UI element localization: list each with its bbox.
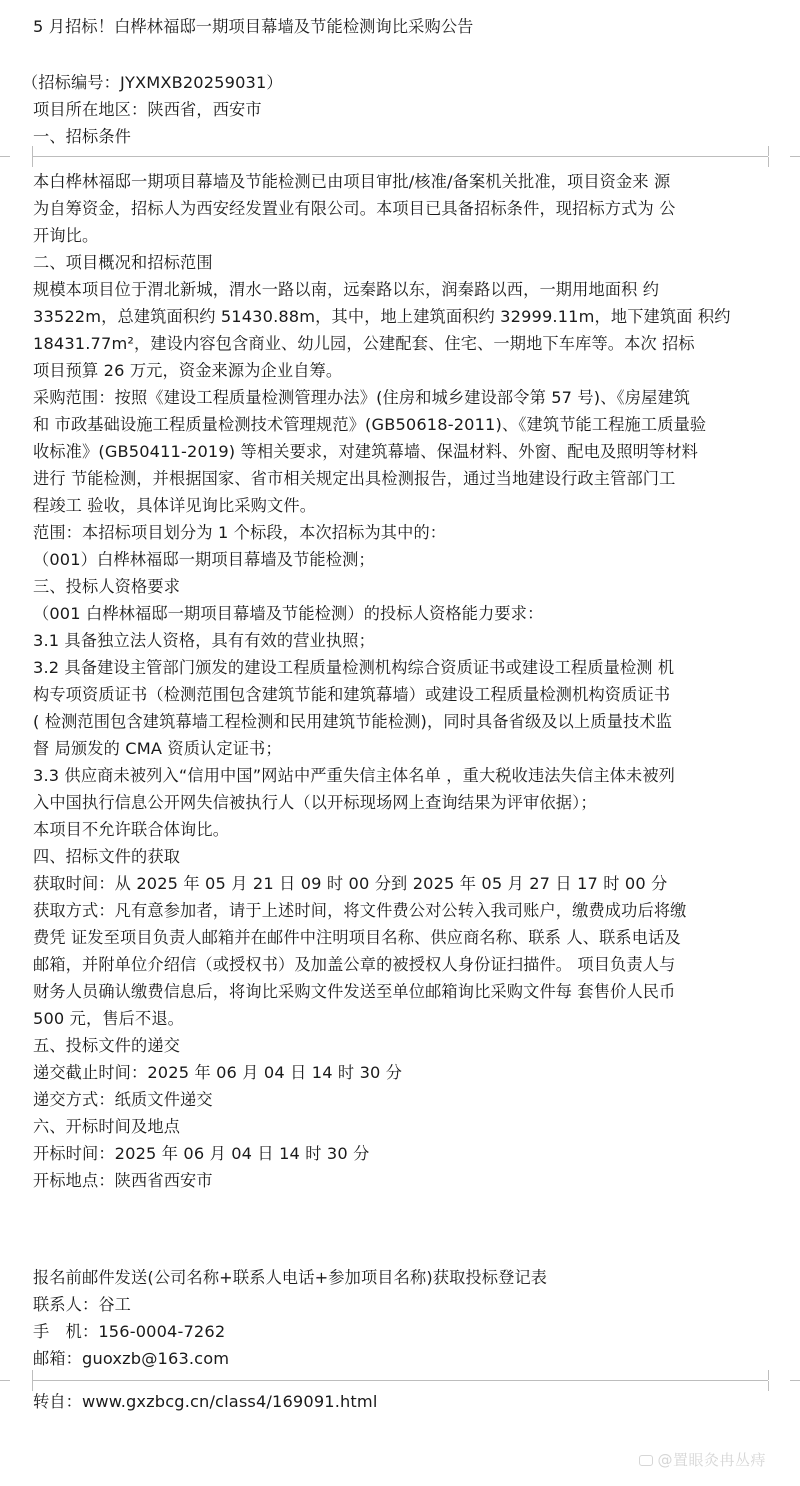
text-line: 收标准》(GB50411-2019) 等相关要求，对建筑幕墙、保温材料、外窗、配电及照明等材料 — [33, 442, 699, 461]
text-line: ( 检测范围包含建筑幕墙工程检测和民用建筑节能检测)，同时具备省级及以上质量技术监 — [33, 712, 673, 731]
text-line: 程竣工 验收，具体详见询比采购文件。 — [33, 496, 317, 515]
tender-number: （招标编号：JYXMXB20259031） — [22, 73, 283, 92]
text-line: 33522m，总建筑面积约 51430.88m，其中，地上建筑面积约 32999.11m，地下建筑面 积约 — [33, 307, 731, 326]
page-corner-mark — [32, 1370, 33, 1380]
page-break-line — [32, 1380, 768, 1381]
text-line: 范围：本招标项目划分为 1 个标段，本次招标为其中的： — [33, 523, 447, 542]
text-line: （001）白桦林福邸一期项目幕墙及节能检测； — [33, 550, 375, 569]
text-line: 邮箱：guoxzb@163.com — [33, 1349, 230, 1368]
page-break-line — [0, 156, 10, 157]
watermark — [639, 1449, 766, 1470]
text-line: 本项目不允许联合体询比。 — [33, 820, 230, 839]
text-line: 3.3 供应商未被列入“信用中国”网站中严重失信主体名单 ，重大税收违法失信主体未被列 — [33, 766, 676, 785]
text-line: 财务人员确认缴费信息后，将询比采购文件发送至单位邮箱询比采购文件每 套售价人民币 — [33, 982, 676, 1001]
page-corner-mark — [768, 1370, 769, 1380]
text-line: 邮箱，并附单位介绍信（或授权书）及加盖公章的被授权人身份证扫描件。 项目负责人与 — [33, 955, 676, 974]
section-heading: 三、投标人资格要求 — [33, 577, 181, 596]
section-heading: 一、招标条件 — [33, 127, 132, 146]
page-break-line — [32, 156, 768, 157]
page-corner-mark — [32, 1381, 33, 1391]
section-heading: 六、开标时间及地点 — [33, 1117, 181, 1136]
text-line: 规模本项目位于渭北新城，渭水一路以南，远秦路以东，润秦路以西，一期用地面积 约 — [33, 280, 660, 299]
page-corner-mark — [32, 157, 33, 167]
text-line: 入中国执行信息公开网失信被执行人（以开标现场网上查询结果为评审依据）； — [33, 793, 597, 812]
text-line: 18431.77m²，建设内容包含商业、幼儿园，公建配套、住宅、一期地下车库等。本次 招标 — [33, 334, 695, 353]
page-corner-mark — [32, 146, 33, 156]
text-line: （001 白桦林福邸一期项目幕墙及节能检测）的投标人资格能力要求： — [33, 604, 544, 623]
text-line: 费凭 证发至项目负责人邮箱并在邮件中注明项目名称、供应商名称、联系 人、联系电话及 — [33, 928, 681, 947]
watermark-text: @置眼灸冉丛痔 — [657, 1451, 766, 1469]
section-heading: 二、项目概况和招标范围 — [33, 253, 213, 272]
text-line: 构专项资质证书（检测范围包含建筑节能和建筑幕墙）或建设工程质量检测机构资质证书 — [33, 685, 671, 704]
page-corner-mark — [768, 146, 769, 156]
text-line: 递交截止时间：2025 年 06 月 04 日 14 时 30 分 — [33, 1063, 403, 1082]
text-line: 开询比。 — [33, 226, 99, 245]
text-line: 联系人：谷工 — [33, 1295, 132, 1314]
text-line: 督 局颁发的 CMA 资质认定证书； — [33, 739, 282, 758]
page-break-line — [790, 156, 800, 157]
text-line: 递交方式：纸质文件递交 — [33, 1090, 213, 1109]
text-line: 项目所在地区：陕西省，西安市 — [33, 100, 262, 119]
text-line: 手 机：156-0004-7262 — [33, 1322, 226, 1341]
section-heading: 五、投标文件的递交 — [33, 1036, 181, 1055]
text-line: 项目预算 26 万元，资金来源为企业自筹。 — [33, 361, 343, 380]
page-break-line — [0, 1380, 10, 1381]
text-line: 为自筹资金，招标人为西安经发置业有限公司。本项目已具备招标条件，现招标方式为 公 — [33, 199, 676, 218]
text-line: 进行 节能检测，并根据国家、省市相关规定出具检测报告，通过当地建设行政主管部门工 — [33, 469, 676, 488]
text-line: 获取方式：凡有意参加者，请于上述时间，将文件费公对公转入我司账户，缴费成功后将缴 — [33, 901, 687, 920]
page-break-line — [790, 1380, 800, 1381]
text-line: 开标地点：陕西省西安市 — [33, 1171, 213, 1190]
text-line: 开标时间：2025 年 06 月 04 日 14 时 30 分 — [33, 1144, 370, 1163]
text-line: 3.2 具备建设主管部门颁发的建设工程质量检测机构综合资质证书或建设工程质量检测 机 — [33, 658, 675, 677]
page-corner-mark — [768, 157, 769, 167]
text-line: 3.1 具备独立法人资格，具有有效的营业执照； — [33, 631, 375, 650]
text-line: 和 市政基础设施工程质量检测技术管理规范》(GB50618-2011)、《建筑节能工程施工质量验 — [33, 415, 707, 434]
notice-title: 5 月招标！白桦林福邸一期项目幕墙及节能检测询比采购公告 — [33, 17, 474, 36]
text-line: 报名前邮件发送(公司名称+联系人电话+参加项目名称)获取投标登记表 — [33, 1268, 548, 1287]
text-line: 获取时间：从 2025 年 05 月 21 日 09 时 00 分到 2025 年 05 月 27 日 17 时 00 分 — [33, 874, 668, 893]
text-line: 本白桦林福邸一期项目幕墙及节能检测已由项目审批/核准/备案机关批准，项目资金来 源 — [33, 172, 671, 191]
text-line: 500 元，售后不退。 — [33, 1009, 185, 1028]
text-line[interactable]: 转自：www.gxzbcg.cn/class4/169091.html — [33, 1392, 378, 1411]
section-heading: 四、招标文件的获取 — [33, 847, 181, 866]
text-line: 采购范围：按照《建设工程质量检测管理办法》(住房和城乡建设部令第 57 号)、《房屋建筑 — [33, 388, 691, 407]
page-corner-mark — [768, 1381, 769, 1391]
camera-icon — [639, 1455, 653, 1466]
